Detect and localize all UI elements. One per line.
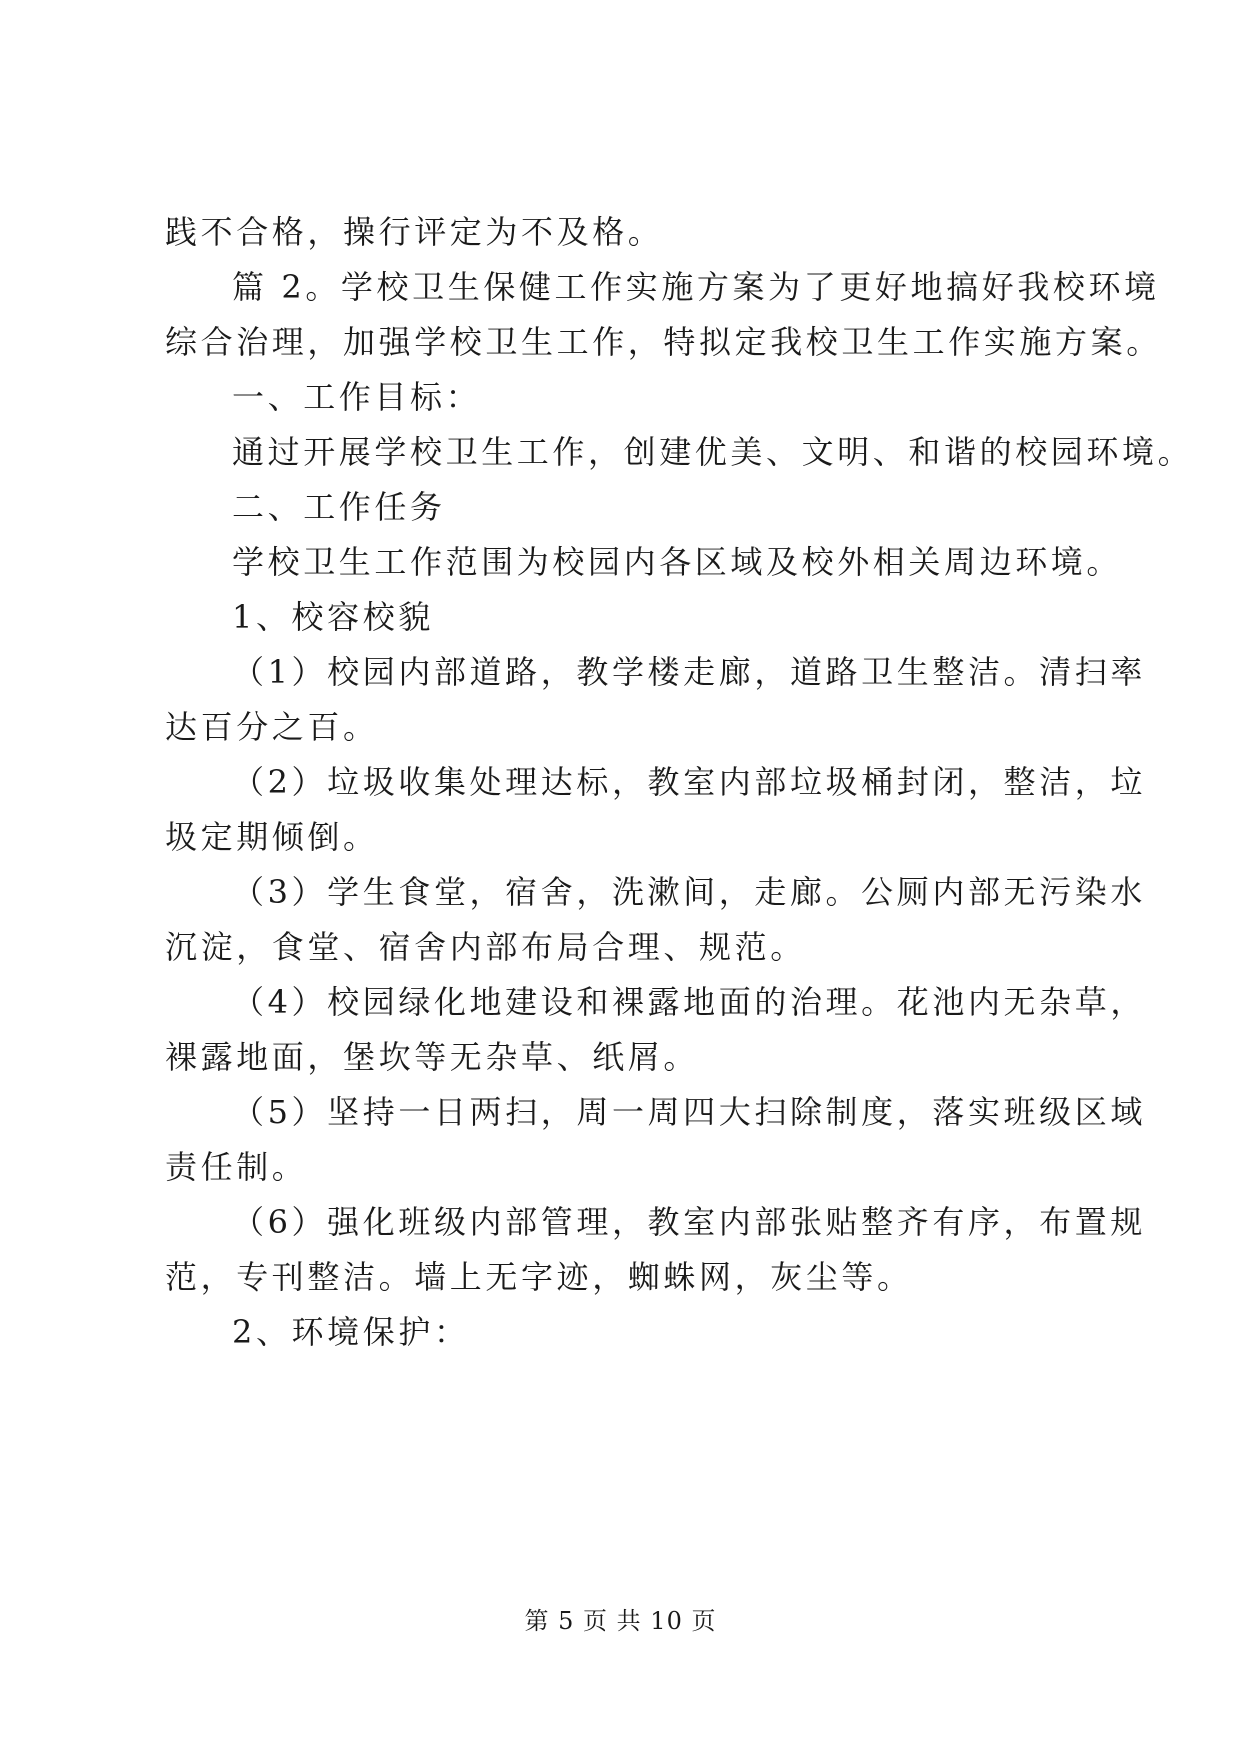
text-line: 通过开展学校卫生工作，创建优美、文明、和谐的校园环境。 xyxy=(232,433,1194,471)
list-item: （1）校园内部道路，教学楼走廊，道路卫生整洁。清扫率 xyxy=(232,653,1146,691)
list-item: （5）坚持一日两扫，周一周四大扫除制度，落实班级区域 xyxy=(232,1093,1146,1131)
list-item: （4）校园绿化地建设和裸露地面的治理。花池内无杂草， xyxy=(232,983,1146,1021)
text-line: 学校卫生工作范围为校园内各区域及校外相关周边环境。 xyxy=(232,543,1123,581)
page-number: 第 5 页 共 10 页 xyxy=(524,1607,717,1635)
section-heading: 一、工作目标： xyxy=(232,378,482,416)
list-item: （3）学生食堂，宿舍，洗漱间，走廊。公厕内部无污染水 xyxy=(232,873,1146,911)
text-line: 综合治理，加强学校卫生工作，特拟定我校卫生工作实施方案。 xyxy=(165,323,1162,361)
section-heading: 二、工作任务 xyxy=(232,488,446,526)
text-line: 篇 2。学校卫生保健工作实施方案为了更好地搞好我校环境 xyxy=(232,268,1160,306)
list-item-continuation: 裸露地面，堡坎等无杂草、纸屑。 xyxy=(165,1038,700,1076)
list-item-continuation: 责任制。 xyxy=(165,1148,308,1186)
text-line: 践不合格，操行评定为不及格。 xyxy=(165,213,664,251)
subsection-heading: 2、环境保护： xyxy=(232,1313,470,1351)
list-item-continuation: 范，专刊整洁。墙上无字迹，蜘蛛网，灰尘等。 xyxy=(165,1258,913,1296)
list-item: （2）垃圾收集处理达标，教室内部垃圾桶封闭，整洁，垃 xyxy=(232,763,1146,801)
list-item-continuation: 沉淀，食堂、宿舍内部布局合理、规范。 xyxy=(165,928,806,966)
list-item: （6）强化班级内部管理，教室内部张贴整齐有序，布置规 xyxy=(232,1203,1146,1241)
subsection-heading: 1、校容校貌 xyxy=(232,598,434,636)
list-item-continuation: 达百分之百。 xyxy=(165,708,379,746)
list-item-continuation: 圾定期倾倒。 xyxy=(165,818,379,856)
